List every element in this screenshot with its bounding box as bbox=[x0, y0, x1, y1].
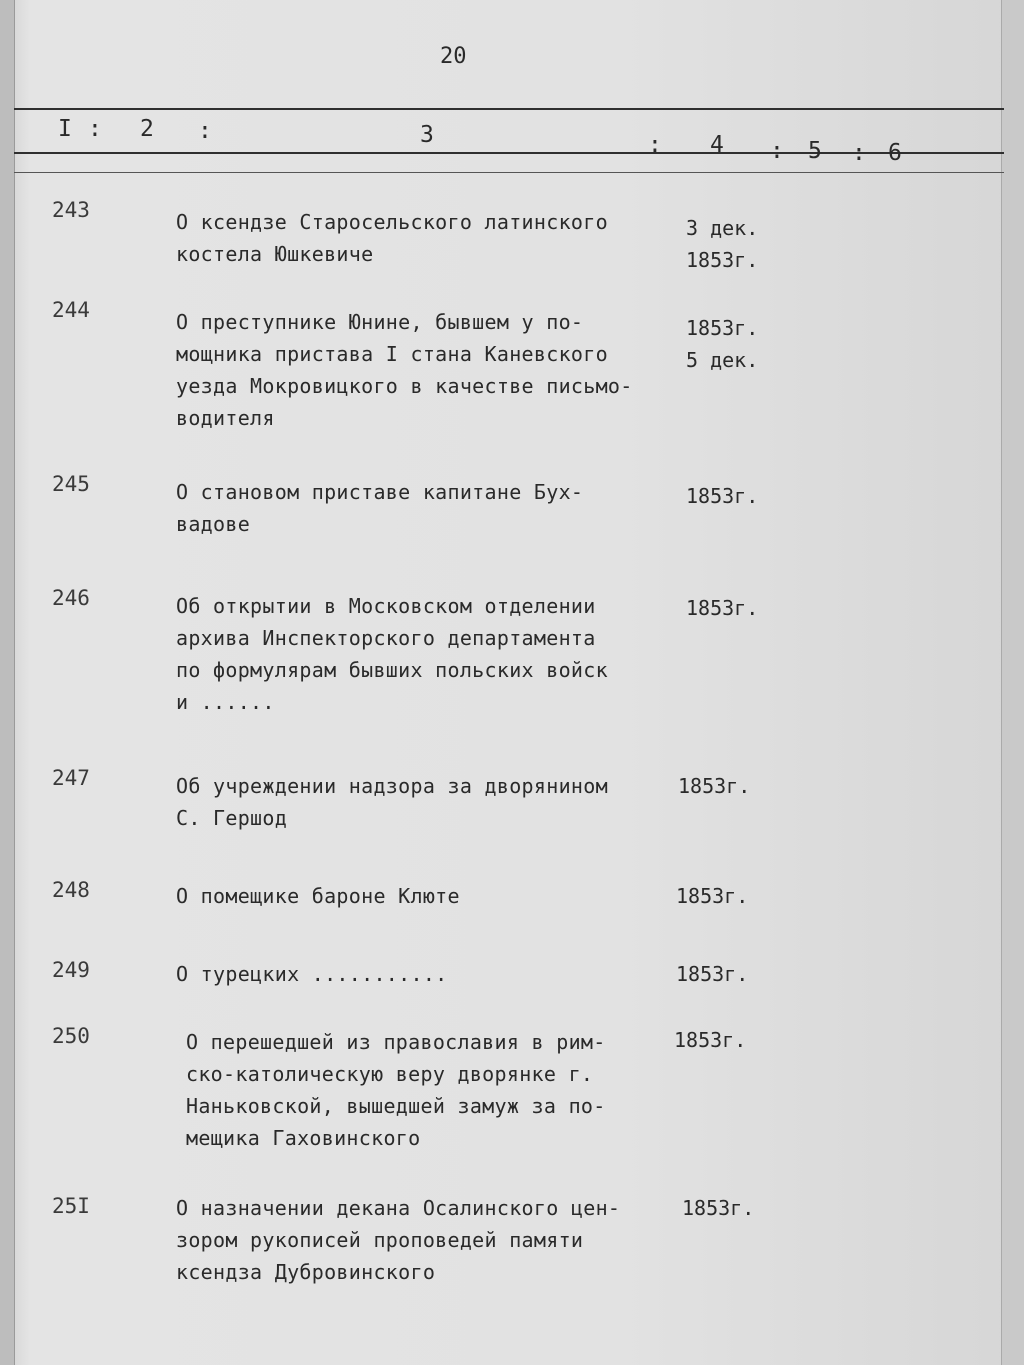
entry-number: 247 bbox=[52, 766, 90, 790]
header-separator: : bbox=[198, 118, 212, 144]
entry-title: О назначении декана Осалинского цен- зором рукописей проповедей памяти ксендза Дубровинского bbox=[176, 1196, 621, 1284]
entry-date: 3 дек. 1853г. bbox=[686, 216, 759, 272]
header-separator: : bbox=[88, 116, 102, 142]
entry-number: 244 bbox=[52, 298, 90, 322]
entry-title: О помещике бароне Клюте bbox=[176, 884, 460, 908]
entry-title: О преступнике Юнине, бывшем у по- мощника пристава I стана Каневского уезда Мокровицкого в качестве письмо- водителя bbox=[176, 310, 633, 430]
entry-number: 249 bbox=[52, 958, 90, 982]
header-top-rule bbox=[14, 108, 1004, 110]
header-bottom-rule bbox=[14, 172, 1004, 173]
header-col-2: 2 bbox=[140, 116, 154, 142]
header-col-1: I bbox=[58, 116, 72, 142]
header-separator: : bbox=[770, 138, 784, 164]
entry-date: 1853г. bbox=[686, 596, 759, 620]
entry-title: О турецких ........... bbox=[176, 962, 448, 986]
entry-title: О становом приставе капитане Бух- вадове bbox=[176, 480, 584, 536]
entry-title: Об открытии в Московском отделении архива Инспекторского департамента по формулярам бывших польских войск и ...... bbox=[176, 594, 608, 714]
entry-title: О ксендзе Старосельского латинского костела Юшкевиче bbox=[176, 210, 608, 266]
entry-date: 1853г. bbox=[674, 1028, 747, 1052]
header-separator: : bbox=[852, 140, 866, 166]
entry-title: О перешедшей из православия в рим- ско-католическую веру дворянке г. Наньковской, вышедшей замуж за по- мещика Гаховинского bbox=[186, 1030, 606, 1150]
header-separator: : bbox=[648, 132, 662, 158]
entry-date: 1853г. bbox=[678, 774, 751, 798]
entry-date: 1853г. 5 дек. bbox=[686, 316, 759, 372]
header-col-5: 5 bbox=[808, 138, 822, 164]
entry-date: 1853г. bbox=[676, 884, 749, 908]
entry-number: 250 bbox=[52, 1024, 90, 1048]
entry-number: 245 bbox=[52, 472, 90, 496]
entry-number: 25I bbox=[52, 1194, 90, 1218]
header-col-3: 3 bbox=[420, 122, 434, 148]
header-col-6: 6 bbox=[888, 140, 902, 166]
page-number: 20 bbox=[440, 44, 467, 69]
entry-title: Об учреждении надзора за дворянином С. Гершод bbox=[176, 774, 608, 830]
entry-date: 1853г. bbox=[676, 962, 749, 986]
entry-date: 1853г. bbox=[686, 484, 759, 508]
page-right-edge bbox=[1001, 0, 1024, 1365]
entry-number: 246 bbox=[52, 586, 90, 610]
header-col-4: 4 bbox=[710, 132, 724, 158]
page-left-edge bbox=[0, 0, 15, 1365]
entry-date: 1853г. bbox=[682, 1196, 755, 1220]
entry-number: 243 bbox=[52, 198, 90, 222]
entry-number: 248 bbox=[52, 878, 90, 902]
